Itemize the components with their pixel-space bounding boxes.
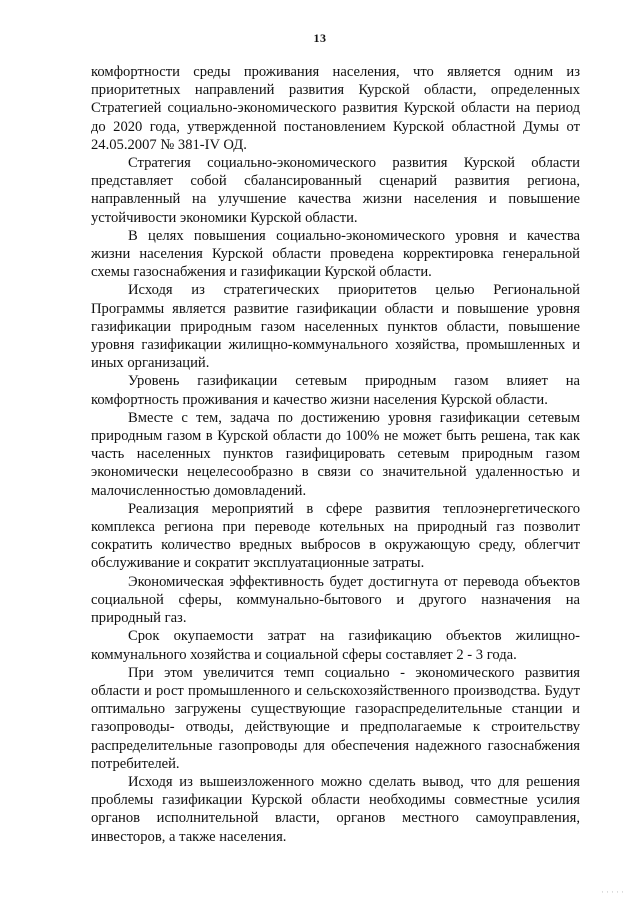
paragraph-continuation: комфортности среды проживания населения, что является одним из приоритетных направлений развития Курской области, определенных Стратегией социально-экономического развития Курской области на период до 2020 года, утвержденной постановлением Курской областной Думы от 24.05.2007 № 381-IV ОД. bbox=[91, 64, 580, 153]
paragraph-development: При этом увеличится темп социально - экономического развития области и рост промышленного и сельскохозяйственного производства. Будут оптимально загружены существующие газораспределительные станции и газопроводы- отводы, действующие и предполагаемые к строительству распределительные газопроводы для обеспечения надежного газоснабжения потребителей. bbox=[91, 664, 580, 772]
paragraph-gas-scheme: В целях повышения социально-экономического уровня и качества жизни населения Курской области проведена корректировка генеральной схемы газоснабжения и газификации Курской области. bbox=[91, 227, 580, 281]
paragraph-program-goal: Исходя из стратегических приоритетов целью Региональной Программы является развитие газификации области и повышение уровня газификации природным газом населенных пунктов области, повышение уровня газификации жилищно-коммунального хозяйства, промышленных и иных организаций. bbox=[91, 282, 580, 372]
paragraph-limitations: Вместе с тем, задача по достижению уровня газификации сетевым природным газом в Курской области до 100% не может быть решена, так как часть населенных пунктов газифицировать сетевым природным газом экономически нецелесообразно в связи со значительной удаленностью и малочисленностью домовладений. bbox=[91, 409, 580, 499]
paragraph-economic-efficiency: Экономическая эффективность будет достигнута от перевода объектов социальной сферы, коммунально-бытового и другого назначения на природный газ. bbox=[91, 573, 580, 627]
paragraph-gasification-level: Уровень газификации сетевым природным газом влияет на комфортность проживания и качество жизни населения Курской области. bbox=[91, 373, 580, 408]
paragraph-heat-energy: Реализация мероприятий в сфере развития теплоэнергетического комплекса региона при переводе котельных на природный газ позволит сократить количество вредных выбросов в окружающую среду, облегчит обслуживание и сократит эксплуатационные затраты. bbox=[91, 500, 580, 572]
paragraph-strategy: Стратегия социально-экономического развития Курской области представляет собой сбалансированный сценарий развития региона, направленный на улучшение качества жизни населения и повышение устойчивости экономики Курской области. bbox=[91, 155, 580, 226]
scan-corner-mark: ····· bbox=[601, 887, 626, 897]
page-number: 13 bbox=[313, 31, 327, 45]
paragraph-conclusion: Исходя из вышеизложенного можно сделать вывод, что для решения проблемы газификации Курской области необходимы совместные усилия органов исполнительной власти, органов местного самоуправления, инвесторов, а также населения. bbox=[91, 773, 580, 845]
paragraph-payback: Срок окупаемости затрат на газификацию объектов жилищно-коммунального хозяйства и социальной сферы составляет 2 - 3 года. bbox=[91, 628, 580, 663]
document-body bbox=[91, 63, 580, 846]
